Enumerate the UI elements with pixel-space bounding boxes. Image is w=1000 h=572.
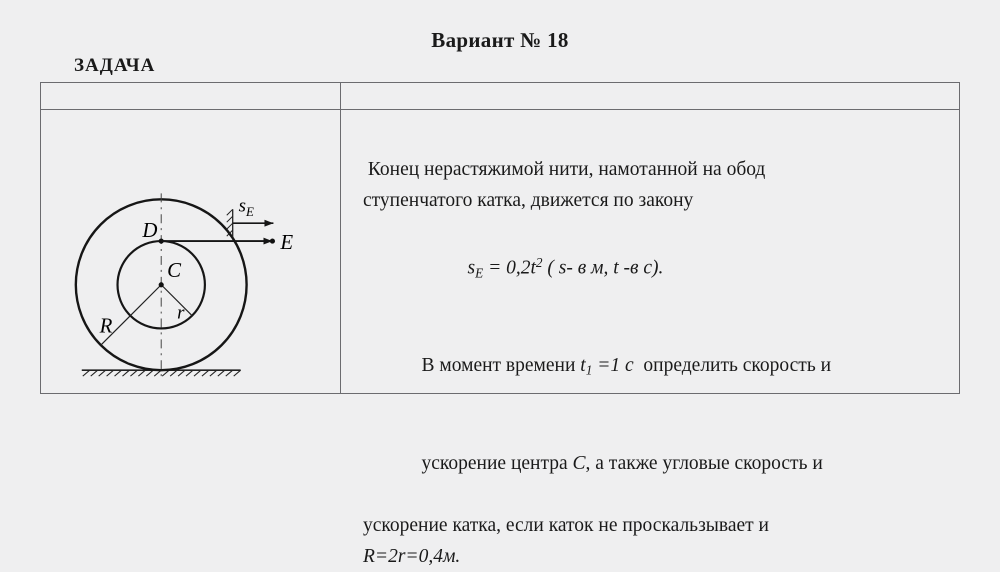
label-radius-r: r — [177, 302, 185, 324]
label-radius-R: R — [99, 313, 113, 338]
formula-left-sub: E — [475, 265, 484, 281]
text-cell — [341, 110, 959, 568]
figure-cell — [41, 110, 341, 393]
statement-line-1: Конец нерастяжимой нити, намотанной на обод — [363, 159, 766, 180]
problem-table — [40, 82, 960, 568]
statement-formula — [363, 216, 939, 319]
time-prefix: В момент времени — [421, 355, 581, 377]
velocity-arrow-head — [264, 220, 273, 227]
center-var: C — [572, 453, 586, 475]
label-point-e: E — [280, 230, 294, 255]
center-suffix: , а также угловые скорость и — [585, 453, 823, 475]
time-value: =1 с — [592, 355, 634, 377]
time-var: t — [580, 355, 586, 377]
statement-line-2: ступенчатого катка, движется по закону — [363, 190, 694, 211]
time-var-sub: 1 — [585, 363, 593, 379]
stepped-roller-diagram — [41, 110, 341, 393]
table-header-cell-text — [341, 83, 959, 109]
time-suffix: определить скорость и — [633, 355, 832, 377]
statement-line-time — [363, 319, 939, 417]
problem-statement — [363, 154, 939, 572]
center-prefix: ускорение центра — [421, 453, 573, 475]
task-label: ЗАДАЧА — [74, 55, 156, 76]
formula-left: s — [467, 257, 476, 279]
label-point-d: D — [142, 218, 158, 243]
formula-power: 2 — [535, 255, 543, 270]
statement-given: R=2r=0,4м. — [363, 546, 461, 568]
formula-equals: = 0,2t — [483, 257, 536, 279]
statement-line-center — [363, 417, 939, 510]
table-header-row — [41, 83, 959, 110]
table-body-row — [41, 110, 959, 568]
page-title: Вариант № 18 — [431, 28, 569, 52]
formula-units: ( s- в м, t -в с). — [542, 257, 664, 279]
table-header-cell-figure — [41, 83, 341, 109]
center-point-c — [159, 282, 164, 287]
label-velocity-se: $s_E$ — [238, 195, 254, 220]
thread-arrow-head — [263, 238, 272, 245]
label-point-c: C — [167, 257, 182, 282]
statement-line-last: ускорение катка, если каток не проскальзывает и — [363, 515, 769, 537]
